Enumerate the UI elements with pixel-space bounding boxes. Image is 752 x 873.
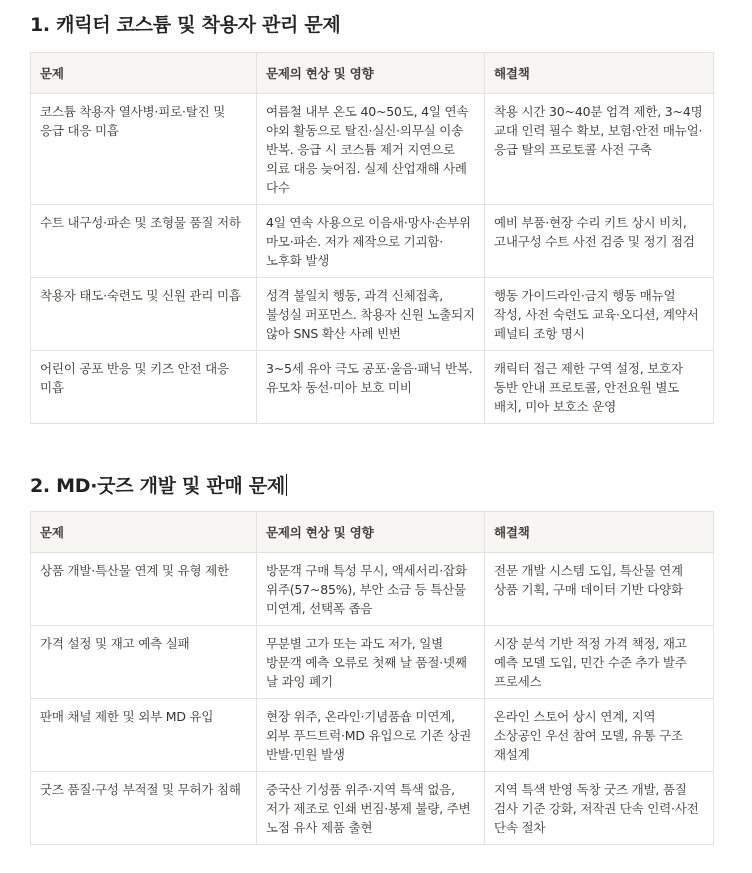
cell-impact: 방문객 구매 특성 무시, 액세서리·잡화 위주(57~85%), 부안 소금 등 특산물 미연계, 선택폭 좁음 bbox=[257, 553, 485, 626]
cell-impact: 4일 연속 사용으로 이음새·망사·손부위 마모·파손. 저가 제작으로 기괴함·노후화 발생 bbox=[257, 205, 485, 278]
table-row bbox=[31, 626, 714, 699]
cell-impact: 여름철 내부 온도 40~50도, 4일 연속 야외 활동으로 탈진·실신·의무실 이송 반복. 응급 시 코스튬 제거 지연으로 의료 대응 늦어짐. 실제 산업재해 사례 다수 bbox=[257, 94, 485, 205]
cell-problem: 수트 내구성·파손 및 조형물 품질 저하 bbox=[31, 205, 257, 278]
column-header-solution: 해결책 bbox=[485, 53, 714, 94]
cell-impact: 중국산 기성품 위주·지역 특색 없음, 저가 제조로 인쇄 번짐·봉제 불량, 주변 노점 유사 제품 출현 bbox=[257, 772, 485, 845]
cell-impact: 3~5세 유아 극도 공포·울음·패닉 반복. 유모차 동선·미아 보호 미비 bbox=[257, 351, 485, 424]
cell-solution: 예비 부품·현장 수리 키트 상시 비치, 고내구성 수트 사전 검증 및 정기 점검 bbox=[485, 205, 714, 278]
table-costume-wrap bbox=[30, 52, 713, 424]
cell-problem: 굿즈 품질·구성 부적절 및 무허가 침해 bbox=[31, 772, 257, 845]
cell-solution: 캐릭터 접근 제한 구역 설정, 보호자 동반 안내 프로토콜, 안전요원 별도 배치, 미아 보호소 운영 bbox=[485, 351, 714, 424]
column-header-impact: 문제의 현상 및 영향 bbox=[257, 512, 485, 553]
column-header-solution: 해결책 bbox=[485, 512, 714, 553]
cell-solution: 시장 분석 기반 적정 가격 책정, 재고 예측 모델 도입, 민간 수준 추가 발주 프로세스 bbox=[485, 626, 714, 699]
cell-impact: 무분별 고가 또는 과도 저가, 일별 방문객 예측 오류로 첫째 날 품절·넷째 날 과잉 폐기 bbox=[257, 626, 485, 699]
cell-problem: 가격 설정 및 재고 예측 실패 bbox=[31, 626, 257, 699]
cell-problem: 상품 개발·특산물 연계 및 유형 제한 bbox=[31, 553, 257, 626]
section-costume bbox=[30, 13, 713, 37]
table-row bbox=[31, 351, 714, 424]
cell-solution: 온라인 스토어 상시 연계, 지역 소상공인 우선 참여 모델, 유통 구조 재설계 bbox=[485, 699, 714, 772]
section-title: 2. MD·굿즈 개발 및 판매 문제 bbox=[30, 475, 285, 497]
cell-solution: 행동 가이드라인·금지 행동 매뉴얼 작성, 사전 숙련도 교육·오디션, 계약서 페널티 조항 명시 bbox=[485, 278, 714, 351]
table-md-wrap bbox=[30, 511, 713, 845]
column-header-problem: 문제 bbox=[31, 53, 257, 94]
table-row bbox=[31, 205, 714, 278]
cell-problem: 어린이 공포 반응 및 키즈 안전 대응 미흡 bbox=[31, 351, 257, 424]
cell-impact: 성격 불일치 행동, 과격 신체접촉, 불성실 퍼포먼스. 착용자 신원 노출되지 않아 SNS 확산 사례 빈번 bbox=[257, 278, 485, 351]
table-row bbox=[31, 94, 714, 205]
cell-problem: 착용자 태도·숙련도 및 신원 관리 미흡 bbox=[31, 278, 257, 351]
table-costume bbox=[30, 52, 714, 424]
cell-impact: 현장 위주, 온라인·기념품숍 미연계, 외부 푸드트럭·MD 유입으로 기존 상권 반발·민원 발생 bbox=[257, 699, 485, 772]
table-row bbox=[31, 772, 714, 845]
cell-solution: 전문 개발 시스템 도입, 특산물 연계 상품 기획, 구매 데이터 기반 다양화 bbox=[485, 553, 714, 626]
section-md-goods bbox=[30, 474, 713, 498]
table-header-row bbox=[31, 53, 714, 94]
cell-problem: 판매 채널 제한 및 외부 MD 유입 bbox=[31, 699, 257, 772]
table-row bbox=[31, 553, 714, 626]
cell-solution: 지역 특색 반영 독창 굿즈 개발, 품질 검사 기준 강화, 저작권 단속 인력·사전 단속 절차 bbox=[485, 772, 714, 845]
section-title: 1. 캐릭터 코스튬 및 착용자 관리 문제 bbox=[30, 14, 341, 36]
column-header-impact: 문제의 현상 및 영향 bbox=[257, 53, 485, 94]
cell-solution: 착용 시간 30~40분 엄격 제한, 3~4명 교대 인력 필수 확보, 보험·안전 매뉴얼·응급 탈의 프로토콜 사전 구축 bbox=[485, 94, 714, 205]
table-header-row bbox=[31, 512, 714, 553]
table-row bbox=[31, 278, 714, 351]
section-title-editable[interactable] bbox=[30, 474, 713, 498]
text-cursor bbox=[286, 474, 287, 496]
column-header-problem: 문제 bbox=[31, 512, 257, 553]
table-row bbox=[31, 699, 714, 772]
table-md-goods bbox=[30, 511, 714, 845]
cell-problem: 코스튬 착용자 열사병·피로·탈진 및 응급 대응 미흡 bbox=[31, 94, 257, 205]
